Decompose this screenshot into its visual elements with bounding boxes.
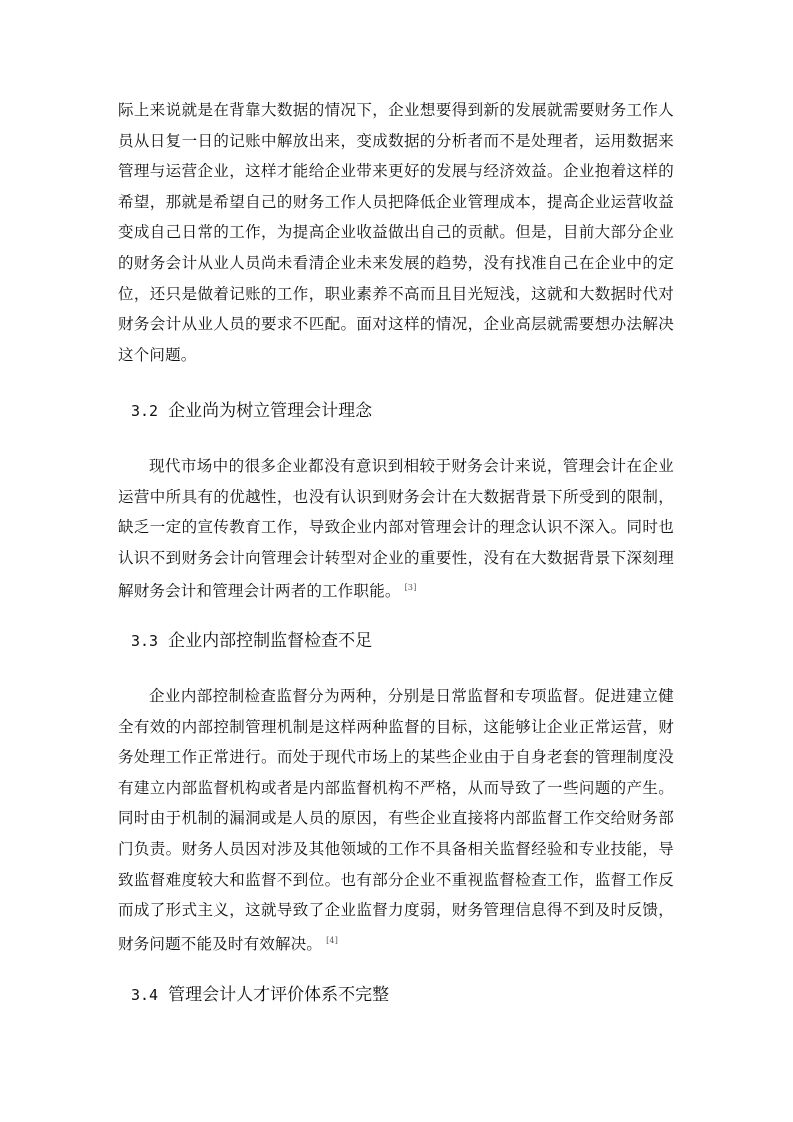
section-title: 企业尚为树立管理会计理念 bbox=[168, 401, 373, 421]
citation-marker: [4] bbox=[326, 935, 339, 945]
section-heading-3-4 bbox=[131, 984, 389, 1006]
paragraph-text: 企业内部控制检查监督分为两种，分别是日常监督和专项监督。促进建立健全有效的内部控制管理机制是这样两种监督的目标，这能够让企业正常运营，财务处理工作正常进行。而处于现代市场上的某些企业由于自身老套的管理制度没有建立内部监督机构或者是内部监督机构不严格，从而导致了一些问题的产生。同时由于机制的漏洞或是人员的原因，有些企业直接将内部监督工作交给财务部门负责。财务人员因对涉及其他领域的工作不具备相关监督经验和专业技能，导致监督难度较大和监督不到位。也有部分企业不重视监督检查工作，监督工作反而成了形式主义，这就导致了企业监督力度弱，财务管理信息得不到及时反馈，财务问题不能及时有效解决。 bbox=[118, 687, 674, 953]
section-number: 3.4 bbox=[131, 986, 159, 1004]
paragraph-text: 现代市场中的很多企业都没有意识到相较于财务会计来说，管理会计在企业运营中所具有的优越性，也没有认识到财务会计在大数据背景下所受到的限制，缺乏一定的宣传教育工作，导致企业内部对管理会计的理念认识不深入。同时也认识不到财务会计向管理会计转型对企业的重要性，没有在大数据背景下深刻理解财务会计和管理会计两者的工作职能。 bbox=[118, 457, 674, 601]
citation-marker: [3] bbox=[404, 583, 417, 593]
section-title: 管理会计人才评价体系不完整 bbox=[168, 985, 390, 1005]
paragraph-intro-continuation bbox=[118, 95, 674, 370]
paragraph-3-2 bbox=[118, 451, 674, 607]
section-number: 3.3 bbox=[131, 632, 159, 650]
section-heading-3-2 bbox=[131, 400, 372, 422]
section-heading-3-3 bbox=[131, 630, 372, 652]
paragraph-text: 际上来说就是在背靠大数据的情况下，企业想要得到新的发展就需要财务工作人员从日复一日的记账中解放出来，变成数据的分析者而不是处理者，运用数据来管理与运营企业，这样才能给企业带来更好的发展与经济效益。企业抱着这样的希望，那就是希望自己的财务工作人员把降低企业管理成本，提高企业运营收益变成自己日常的工作，为提高企业收益做出自己的贡献。但是，目前大部分企业的财务会计从业人员尚未看清企业未来发展的趋势，没有找准自己在企业中的定位，还只是做着记账的工作，职业素养不高而且目光短浅，这就和大数据时代对财务会计从业人员的要求不匹配。面对这样的情况，企业高层就需要想办法解决这个问题。 bbox=[118, 101, 674, 364]
paragraph-3-3 bbox=[118, 681, 674, 960]
section-title: 企业内部控制监督检查不足 bbox=[168, 631, 373, 651]
section-number: 3.2 bbox=[131, 402, 159, 420]
